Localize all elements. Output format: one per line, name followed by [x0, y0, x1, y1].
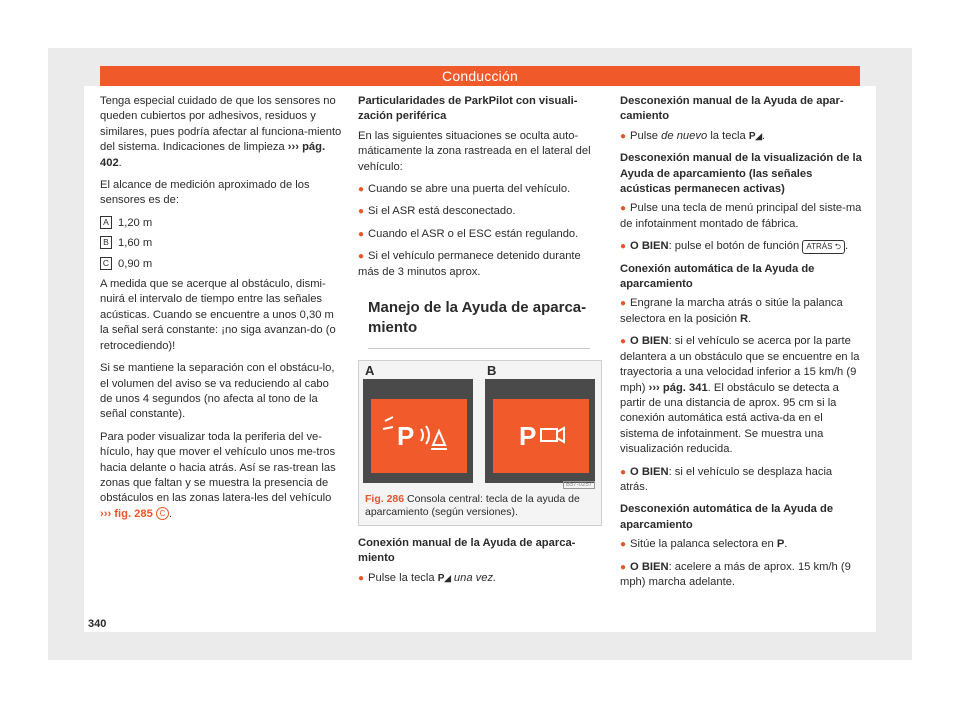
column-3 [620, 94, 862, 597]
link-page-402[interactable]: ››› pág. 402 [100, 141, 326, 169]
bullet-item: ● Si el ASR está desconectado. [358, 205, 516, 218]
distance-item: A 1,20 m [100, 216, 342, 231]
bullet-icon: ● [620, 298, 627, 310]
paragraph-distance-held: Si se mantiene la separación con el obstácu-lo, el volumen del aviso se va reduciendo al cabo de unos 4 segundos (no afecta al tono de la señal constante). [100, 362, 335, 421]
bullet-icon: ● [358, 228, 365, 240]
bullet-icon: ● [358, 206, 365, 218]
column-2 [358, 94, 600, 363]
paragraph-auto-hide: En las siguientes situaciones se oculta auto-máticamente la zona rastreada en el lateral del vehículo: [358, 129, 591, 173]
heading-manual-off: Desconexión manual de la Ayuda de apar-camiento [620, 95, 844, 123]
bullet-item: ● O BIEN: si el vehículo se desplaza hacia atrás. [620, 465, 833, 493]
distance-item: C 0,90 m [100, 257, 342, 272]
distance-item: B 1,60 m [100, 236, 342, 251]
paragraph-approach: A medida que se acerque al obstáculo, dismi-nuirá el intervalo de tiempo entre las señales acústicas. Cuando se encuentre a unos 0,30 m la señal será constante: ¡no siga avanzan-do (o retrocediendo)! [100, 278, 336, 352]
bullet-icon: ● [620, 203, 627, 215]
heading-display-off: Desconexión manual de la visualización de la Ayuda de aparcamiento (las señales acústicas permanecen activas) [620, 152, 862, 196]
letter-badge: C [100, 257, 112, 270]
bullet-item: ● Pulse la tecla P◢ una vez. [358, 571, 497, 584]
link-page-341[interactable]: ››› pág. 341 [648, 381, 708, 394]
bullet-item: ● Pulse una tecla de menú principal del siste-ma de infotainment montado de fábrica. [620, 202, 862, 230]
svg-text:P: P [397, 421, 415, 451]
column-2-lower [358, 536, 600, 593]
heading-auto-off: Desconexión automática de la Ayuda de aparcamiento [620, 503, 834, 531]
bullet-item: ● Si el vehículo permanece detenido durante más de 3 minutos aprox. [358, 250, 581, 278]
column-1 [100, 94, 342, 529]
figure-caption: Fig. 286 Consola central: tecla de la ayuda de aparcamiento (según versiones). [365, 493, 580, 518]
bullet-icon: ● [620, 241, 627, 253]
back-key: ATRÁS ⮌ [802, 240, 845, 254]
distance-list [100, 216, 342, 272]
bullet-item: ● Pulse de nuevo la tecla P◢. [620, 129, 766, 142]
section-title: Manejo de la Ayuda de aparca-miento [368, 298, 590, 349]
bullet-item: ● O BIEN: pulse el botón de función ATRÁS ⮌ . [620, 240, 849, 253]
heading-manual-on: Conexión manual de la Ayuda de aparca-miento [358, 537, 576, 565]
bullet-item: ● Engrane la marcha atrás o sitúe la palanca selectora en la posición R. [620, 297, 843, 325]
park-sensor-icon [371, 399, 467, 473]
bullet-item: ● O BIEN: acelere a más de aprox. 15 km/h (9 mph) marcha adelante. [620, 560, 851, 588]
link-fig-285[interactable]: ››› fig. 285 [100, 507, 153, 520]
bullet-item: ● Cuando se abre una puerta del vehículo. [358, 183, 571, 196]
bullet-item: ● Cuando el ASR o el ESC están regulando. [358, 227, 579, 240]
chapter-header: Conducción [100, 66, 860, 86]
page-number: 340 [88, 618, 107, 630]
bullet-icon: ● [358, 251, 365, 263]
bullet-icon: ● [620, 466, 627, 478]
parking-aid-button [371, 399, 467, 473]
console-panel-b [485, 379, 595, 483]
letter-badge: B [100, 236, 112, 249]
bullet-icon: ● [620, 130, 627, 142]
figure-286 [358, 360, 602, 526]
park-camera-icon [493, 399, 589, 473]
parking-key-icon: P◢ [748, 130, 762, 142]
paragraph-sensors-note: Tenga especial cuidado de que los sensores no queden cubiertos por adhesivos, residuos y similares, pues podría afectar al funciona-miento del sistema. Indicaciones de limpieza ››› pág. 402. [100, 95, 342, 169]
circle-letter: C [156, 507, 169, 520]
svg-text:P: P [519, 421, 537, 451]
bullet-item: ● Sitúe la palanca selectora en P. [620, 538, 788, 551]
bullet-icon: ● [620, 561, 627, 573]
heading-auto-on: Conexión automática de la Ayuda de aparcamiento [620, 262, 815, 291]
paragraph-range-intro: El alcance de medición aproximado de los sensores es de: [100, 179, 310, 207]
figure-number: Fig. 286 [365, 493, 405, 505]
paragraph-periphery: Para poder visualizar toda la periferia del ve-hículo, hay que mover el vehículo unos me-tros hacia delante o hacia atrás. Así se ras-trean las zonas que faltan y se muestra la presencia de obstáculos en las zonas latera-les del vehículo ››› fig. 285 C . [100, 430, 336, 520]
figure-code: B57-0257 [563, 481, 595, 489]
console-panel-a [363, 379, 473, 483]
bullet-icon: ● [620, 539, 627, 551]
letter-badge: A [100, 216, 112, 229]
figure-label-a: A [365, 363, 375, 378]
parking-key-icon: P◢ [437, 572, 451, 584]
figure-label-b: B [487, 363, 497, 378]
bullet-item: ● O BIEN: si el vehículo se acerca por la parte delantera a un obstáculo que se encuentre en la trayectoria a una velocidad inferior a 15 km/h (9 mph) ››› pág. 341. El obstáculo se detecta a partir de una distancia de aprox. 95 cm si la conexión automática está activa-da en el sistema de infotainment. Se muestra una visualización reducida. [620, 335, 860, 456]
parking-camera-button [493, 399, 589, 473]
heading-parkpilot-peripheral: Particularidades de ParkPilot con visuali-zación periférica [358, 95, 578, 123]
bullet-icon: ● [358, 572, 365, 584]
bullet-icon: ● [620, 336, 627, 348]
bullet-icon: ● [358, 184, 365, 196]
